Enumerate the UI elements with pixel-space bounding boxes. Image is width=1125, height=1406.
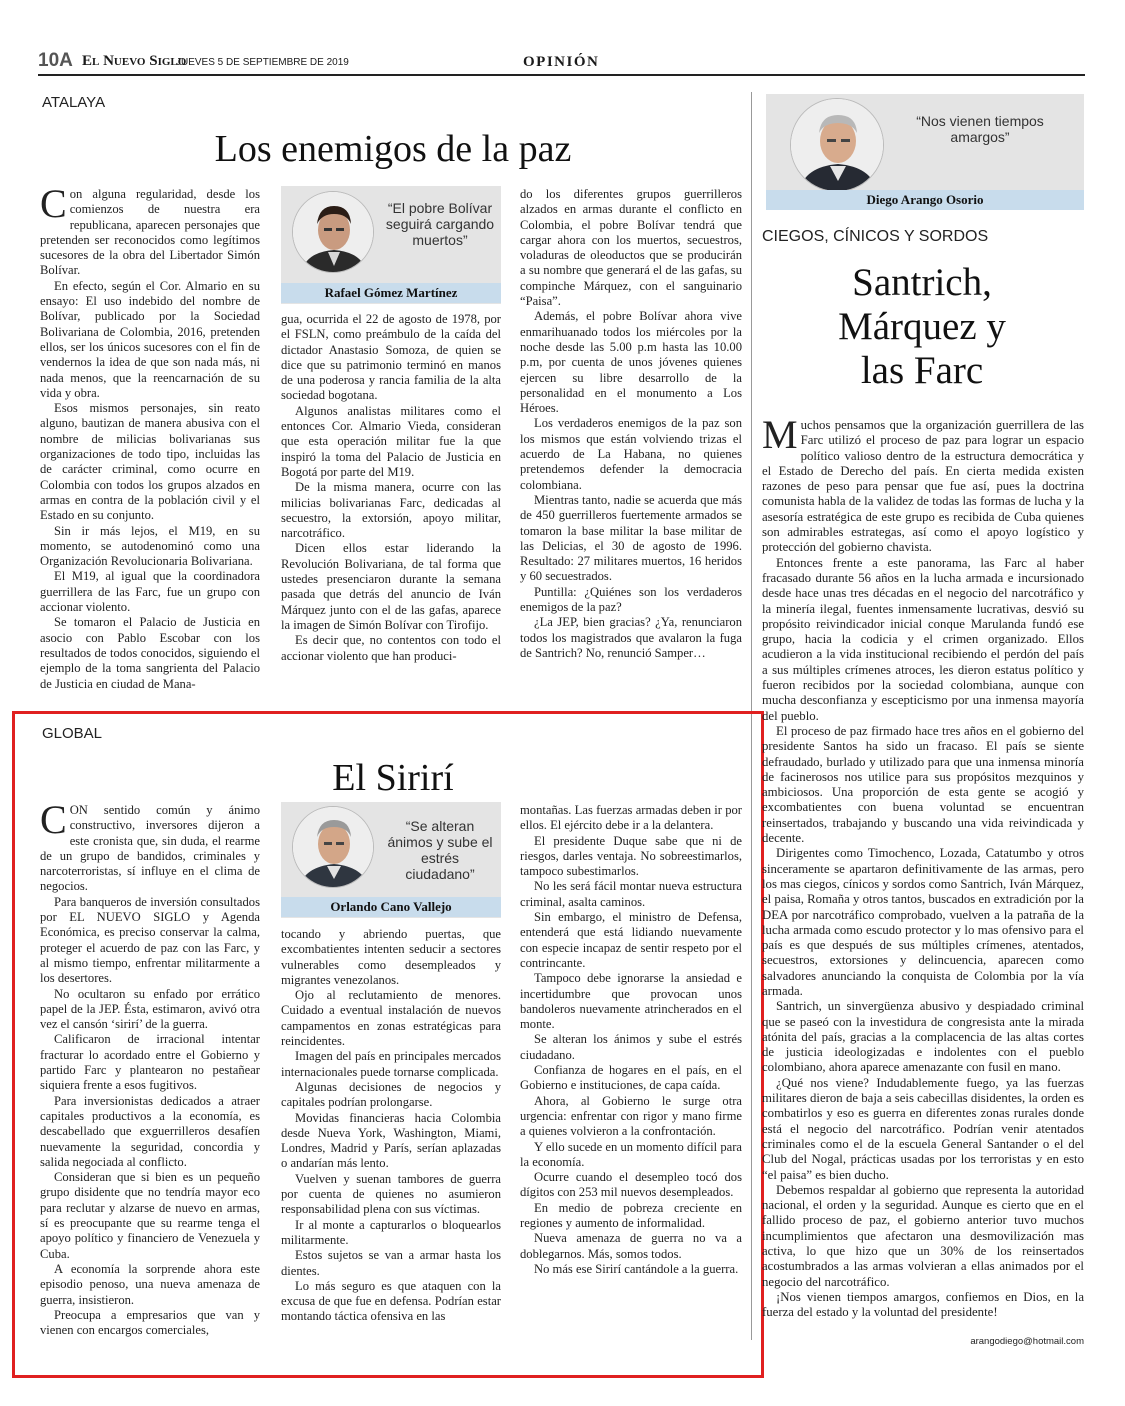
kicker-global: GLOBAL <box>42 725 103 742</box>
pull-quote-global: “Se alteran ánimos y sube el estrés ciudadano” <box>387 818 493 882</box>
headline-right: Santrich, Márquez y las Farc <box>838 261 1006 392</box>
pull-quote-right: “Nos vienen tiempos amargos” <box>916 113 1044 145</box>
kicker-right: CIEGOS, CÍNICOS Y SORDOS <box>762 228 989 245</box>
atalaya-column-3: do los diferentes grupos guerrilleros alzados en armas durante el conflicto en Colombia, el pobre Bolívar tendrá que cargar ahora con los muertos, secuestros, voladuras de oleoductos que se producirán a su nombre que generará el de las gafas, su compinche Márquez, con el sanguinario “Paisa”. Además, el pobre Bolívar ahora vive enmarihuanado todos los miércoles por la noche desde las 5.00 p.m hasta las 10.00 p.m, por cuenta de unos jóvenes quienes ejercen su libre desarrollo de la personalidad en el monumento a Los Héroes. Los verdaderos enemigos de la paz son los mismos que están volviendo trizas el acuerdo de La Habana, no quienes pretendemos defender la democracia colombiana. Mientras tanto, nadie se acuerda que más de 450 guerrilleros fuertemente armados se tomaron la base militar la base militar de las Delicias, el 30 de agosto de 1996. Resultado: 27 militares muertos, 16 heridos y 60 secuestrados. Puntilla: ¿Quiénes son los verdaderos enemigos de la paz? ¿La JEP, bien gracias? ¿Ya, renunciaron todos los magistrados que avalaron la fuga de Santrich? No, renunció Samper… <box>520 187 742 660</box>
byline-right: Diego Arango Osorio <box>766 190 1084 210</box>
page-number: 10A <box>38 50 73 71</box>
issue-date: JUEVES 5 DE SEPTIEMBRE DE 2019 <box>176 57 349 68</box>
kicker-atalaya: ATALAYA <box>42 94 106 111</box>
author-photo-right <box>790 98 884 192</box>
author-photo-global <box>292 806 374 888</box>
atalaya-column-2: gua, ocurrida el 22 de agosto de 1978, por el FSLN, como preámbulo de la caída del dictador Anastasio Somoza, de quien se dice que su patrimonio terminó en manos de una poderosa y rancia familia de la alta sociedad bogotana. Algunos analistas militares como el entonces Cor. Almario Vieda, consideran que esta operación militar fue la que inspiró la toma del Palacio de Justicia en Bogotá por parte del M19. De la misma manera, ocurre con las milicias bolivarianas Farc, dedicadas al secuestro, la extorsión, apoyo militar, narcotráfico. Dicen ellos estar liderando la Revolución Bolivariana, de tal forma que ustedes presenciaron durante la semana pasada que detrás del anuncio de Iván Márquez junto con el de las gafas, aparece la imagen de Simón Bolívar con Tirofijo. Es decir que, no contentos con todo el accionar violento que han produci- <box>281 312 501 663</box>
author-photo-atalaya <box>292 191 374 273</box>
headline-atalaya: Los enemigos de la paz <box>214 128 572 170</box>
byline-atalaya: Rafael Gómez Martínez <box>281 283 501 303</box>
global-column-2: tocando y abriendo puertas, que excombatientes intenten seducir a sectores vulnerables como desempleados y migrantes venezolanos. Ojo al reclutamiento de menores. Cuidado a eventual instalación de nuevos campamentos en zonas estratégicas para reincidentes. Imagen del país en principales mercados internacionales puede tornarse complicada. Algunas decisiones de negocios y capitales podrían prolongarse. Movidas financieras hacia Colombia desde Nueva York, Washington, Miami, Londres, Madrid y París, serían aplazadas o andarían más lento. Vuelven y suenan tambores de guerra por cuenta de quienes no asumieron responsabilidad plena con sus víctimas. Ir al monte a capturarlos o bloquearlos militarmente. Estos sujetos se van a armar hasta los dientes. Lo más seguro es que ataquen con la excusa de que fue en defensa. Podrían estar montando táctica ofensiva en las <box>281 927 501 1324</box>
newspaper-name: El Nuevo Siglo <box>82 53 187 69</box>
header-rule <box>38 74 1085 76</box>
pull-quote-atalaya: “El pobre Bolívar seguirá cargando muertos” <box>385 200 495 248</box>
drop-cap: C <box>40 187 67 226</box>
global-column-3: montañas. Las fuerzas armadas deben ir por ellos. El ejército debe ir a la delantera. El presidente Duque sabe que ni de riesgos, darles ventaja. No sobreestimarlos, tampoco subestimarlos. No les será fácil montar nueva estructura criminal, asalta caminos. Sin embargo, el ministro de Defensa, entenderá que está lidiando nuevamente con especie incapaz de sentir respeto por el contrincante. Tampoco debe ignorarse la ansiedad e incertidumbre que provocan unos bandoleros nuevamente atrincherados en el monte. Se alteran los ánimos y sube el estrés ciudadano. Confianza de hogares en el país, en el Gobierno e instituciones, de capa caída. Ahora, al Gobierno le surge otra urgencia: enfrentar con rigor y mano firme a quienes volvieron a la confrontación. Y ello sucede en un momento difícil para la economía. Ocurre cuando el desempleo tocó dos dígitos con 253 mil nuevos desempleados. En medio de pobreza creciente en regiones y aumento de informalidad. Nueva amenaza de guerra no va a doblegarnos. Más, somos todos. No más ese Sirirí cantándole a la guerra. <box>520 803 742 1276</box>
author-email[interactable]: arangodiego@hotmail.com <box>970 1336 1084 1347</box>
global-column-1: CON sentido común y ánimo constructivo, inversores dijeron a este cronista que, sin duda, el rearme de un grupo de bandidos, criminales y narcoterroristas, sí influye en el clima de negocios. Para banqueros de inversión consultados por EL NUEVO SIGLO y Agenda Económica, es preciso conservar la calma, proteger el acuerdo de paz con las Farc, y al mismo tiempo, enfrentar militarmente a los desertores. No ocultaron su enfado por errático papel de la JEP. Ésta, estimaron, avivó otra vez el cansón ‘sirirí’ de la guerra. Calificaron de irracional intentar fracturar lo acordado entre el Gobierno y partido Farc y plantearon no pestañear siquiera frente a esos fugitivos. Para inversionistas dedicados a atraer capitales productivos a la economía, es descabellado que exguerrilleros desafíen nuevamente la seguridad, concordia y salida negociada al conflicto. Consideran que si bien es un pequeño grupo disidente que no tendría mayor eco para reclutar y alzarse de nuevo en armas, sí es preocupante que su rearme tenga el apoyo político y financiero de Venezuela y Cuba. A economía la sorprende ahora este episodio penoso, una nueva amenaza de guerra, insistieron. Preocupa a empresarios que van y vienen con encargos comerciales, <box>40 803 260 1338</box>
section-name: OPINIÓN <box>523 54 600 70</box>
byline-global: Orlando Cano Vallejo <box>281 897 501 917</box>
headline-global: El Sirirí <box>332 757 454 799</box>
drop-cap: C <box>40 803 67 842</box>
right-article-body: Muchos pensamos que la organización guerrillera de las Farc utilizó el proceso de paz para lograr un espacio político valioso dentro de la estructura democrática y el Estado de Derecho del país. En cierta medida existen razones de peso para pensar que fue así, pues la doctrina comunista habla de la validez de todas las formas de lucha y la asesoría estratégica de este grupo es recibida de Cuba quienes son admirables estrategas, así como el apoyo logístico y protección del gobierno chavista. Entonces frente a este panorama, las Farc al haber fracasado durante 56 años en la lucha armada e incursionado desde hace unas tres décadas en el negocio del narcotráfico y la minería ilegal, fuentes inmensamente lucrativas, desvió su propósito reivindicador inicial conque Marulanda fundó ese grupo, hacia la codicia y el crimen organizado. Ellos acudieron a la vida institucional recibiendo el perdón del país a sus múltiples crímenes atroces, les dieron estatus político y fueron recibidos por la sociedad colombiana, aunque con mucha desconfianza y escepticismo por una inmensa mayoría del pueblo. El proceso de paz firmado hace tres años en el gobierno del presidente Santos ha sido un fracaso. El país se siente defraudado, burlado y utilizado para que una inmensa minoría de facinerosos nos utilice para sus propósitos mezquinos y ambiciosos. Una proporción de esta gente se acogió y excombatientes con buena voluntad se encuentran reinsertados, trabajando y buscando una vida reivindicada y decente. Dirigentes como Timochenco, Lozada, Catatumbo y otros sinceramente se apartaron definitivamente de las armas, pero los mas ciegos, cínicos y sordos como Santrich, Iván Márquez, el paisa, Romaña y otros tantos, buscados en extradición por la DEA por narcotráfico comprobado, vuelven a la patraña de la lucha armada como escudo protector y lo mas ofensivo para el país es que después de sus múltiples crímenes, atentados, secuestros, extorsiones y delincuencia, aparecen como salvadores anunciando la conquista de Colombia por la vía armada. Santrich, un sinvergüenza abusivo y despiadado criminal que se paseó con la investidura de congresista ante la mirada atónita del país, gracias a la complacencia de las altas cortes de justicia ideologizadas e indolentes con el pueblo colombiano, ahora aparece amenazante con fusil en mano. ¿Qué nos viene? Indudablemente fuego, ya las fuerzas militares dieron de baja a seis cabecillas disidentes, la orden es combatirlos y eso es guerra en diferentes zonas rurales donde está el negocio del narcotráfico. Podrían venir atentados criminales como el de la escuela General Santander o el del Club del Nogal, prácticas usadas por los terroristas y en esto “el paisa” es bien ducho. Debemos respaldar al gobierno que representa la autoridad nacional, el orden y la seguridad. Aunque es cierto que en el fallido proceso de paz, el gobierno anterior tuvo muchos incumplimientos que afectaron una desmovilización mas activa, lo que hizo que un 30% de los reinsertados acostumbrados a las armas volvieran a ellas animados por el negocio del narcotráfico. ¡Nos vienen tiempos amargos, confiemos en Dios, en la fuerza del estado y la voluntad del presidente! <box>762 418 1084 1320</box>
atalaya-column-1: Con alguna regularidad, desde los comienzos de nuestra era republicana, aparecen personajes que pretenden ser reconocidos como legítimos sucesores de la obra del Libertador Simón Bolívar. En efecto, según el Cor. Almario en su ensayo: El uso indebido del nombre de Bolívar, publicado por la Sociedad Bolivariana de Colombia, 2016, pretenden ellos, ser los únicos sucesores con el fin de vendernos la idea de que son nada más, ni nada menos, que la reencarnación de su vida y obra. Esos mismos personajes, sin reato alguno, bautizan de manera abusiva con el nombre de milicias bolivarianas sus organizaciones de todo tipo, incluidas las de carácter criminal, como ocurre en Colombia con todos los grupos alzados en armas en contra de la población civil y el Estado en su conjunto. Sin ir más lejos, el M19, en su momento, se autodenominó como una Organización Revolucionaria Bolivariana. El M19, al igual que la coordinadora guerrillera de las Farc, fue un grupo con accionar violento. Se tomaron el Palacio de Justicia en asocio con Pablo Escobar con los resultados de todos conocidos, siguiendo el ejemplo de la toma sangrienta del Palacio de Justicia en ciudad de Mana- <box>40 187 260 691</box>
drop-cap: M <box>762 418 798 457</box>
